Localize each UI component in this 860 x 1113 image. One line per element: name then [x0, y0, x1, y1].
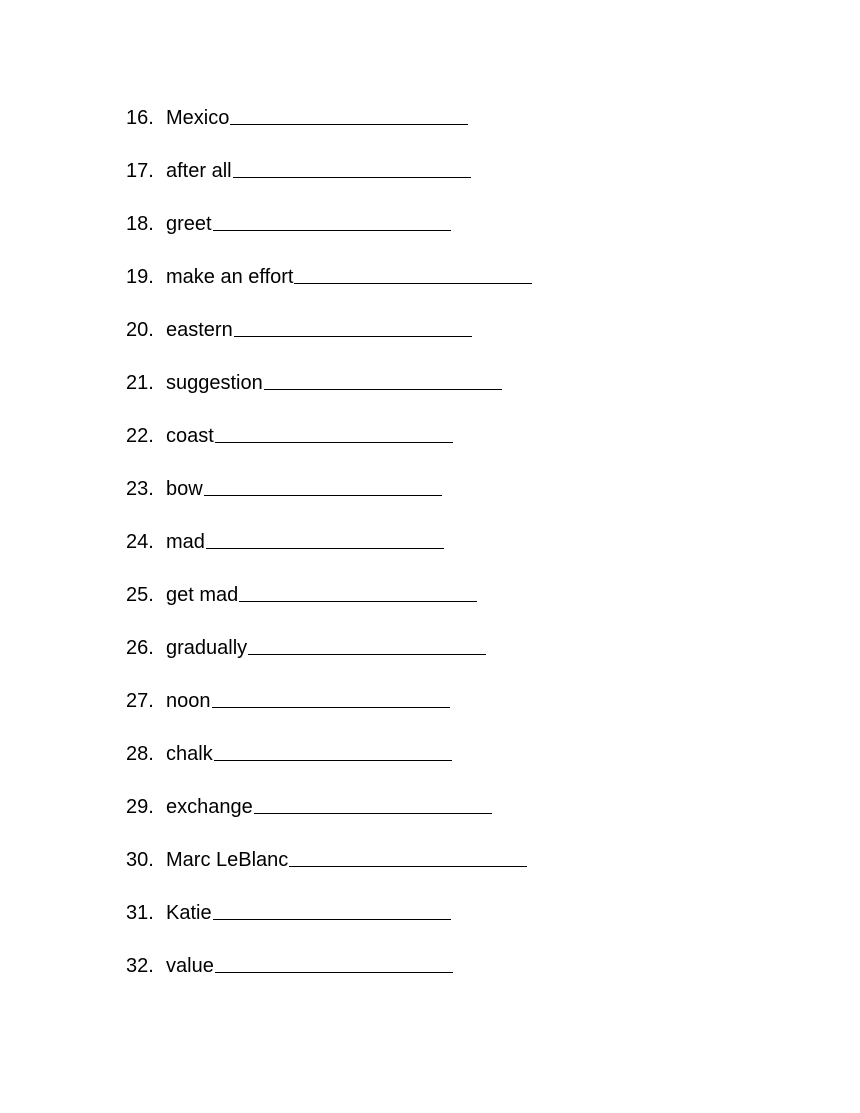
list-item — [126, 634, 532, 687]
answer-blank[interactable] — [214, 740, 452, 761]
list-item — [126, 952, 532, 1005]
answer-blank[interactable] — [230, 104, 468, 125]
list-item — [126, 846, 532, 899]
item-term: chalk — [166, 743, 213, 765]
item-term: noon — [166, 690, 211, 712]
item-term: Marc LeBlanc — [166, 849, 289, 871]
list-item — [126, 528, 532, 581]
item-term: value — [166, 955, 214, 977]
item-number: 21. — [126, 372, 154, 394]
answer-blank[interactable] — [289, 846, 527, 867]
answer-blank[interactable] — [233, 157, 471, 178]
answer-blank[interactable] — [234, 316, 472, 337]
item-number: 25. — [126, 584, 154, 606]
item-number: 26. — [126, 637, 154, 659]
item-term: get mad — [166, 584, 239, 606]
item-term: Katie — [166, 902, 212, 924]
vocabulary-list — [126, 104, 532, 1005]
item-term: gradually — [166, 637, 248, 659]
item-term: mad — [166, 531, 205, 553]
answer-blank[interactable] — [213, 899, 451, 920]
item-number: 30. — [126, 849, 154, 871]
list-item — [126, 581, 532, 634]
item-term: bow — [166, 478, 203, 500]
item-number: 18. — [126, 213, 154, 235]
item-number: 31. — [126, 902, 154, 924]
answer-blank[interactable] — [248, 634, 486, 655]
list-item — [126, 793, 532, 846]
list-item — [126, 899, 532, 952]
answer-blank[interactable] — [264, 369, 502, 390]
item-term: eastern — [166, 319, 233, 341]
answer-blank[interactable] — [213, 210, 451, 231]
item-number: 32. — [126, 955, 154, 977]
item-term: exchange — [166, 796, 253, 818]
answer-blank[interactable] — [212, 687, 450, 708]
item-number: 22. — [126, 425, 154, 447]
item-number: 23. — [126, 478, 154, 500]
list-item — [126, 316, 532, 369]
item-term: Mexico — [166, 107, 230, 129]
list-item — [126, 104, 532, 157]
answer-blank[interactable] — [239, 581, 477, 602]
list-item — [126, 369, 532, 422]
answer-blank[interactable] — [254, 793, 492, 814]
item-number: 29. — [126, 796, 154, 818]
item-term: greet — [166, 213, 212, 235]
item-number: 24. — [126, 531, 154, 553]
list-item — [126, 422, 532, 475]
item-term: after all — [166, 160, 232, 182]
answer-blank[interactable] — [204, 475, 442, 496]
item-number: 16. — [126, 107, 154, 129]
item-number: 28. — [126, 743, 154, 765]
answer-blank[interactable] — [206, 528, 444, 549]
list-item — [126, 263, 532, 316]
answer-blank[interactable] — [215, 422, 453, 443]
list-item — [126, 687, 532, 740]
list-item — [126, 475, 532, 528]
item-number: 19. — [126, 266, 154, 288]
item-term: suggestion — [166, 372, 263, 394]
list-item — [126, 740, 532, 793]
item-term: make an effort — [166, 266, 294, 288]
item-number: 20. — [126, 319, 154, 341]
list-item — [126, 210, 532, 263]
answer-blank[interactable] — [294, 263, 532, 284]
item-term: coast — [166, 425, 214, 447]
item-number: 27. — [126, 690, 154, 712]
answer-blank[interactable] — [215, 952, 453, 973]
list-item — [126, 157, 532, 210]
item-number: 17. — [126, 160, 154, 182]
